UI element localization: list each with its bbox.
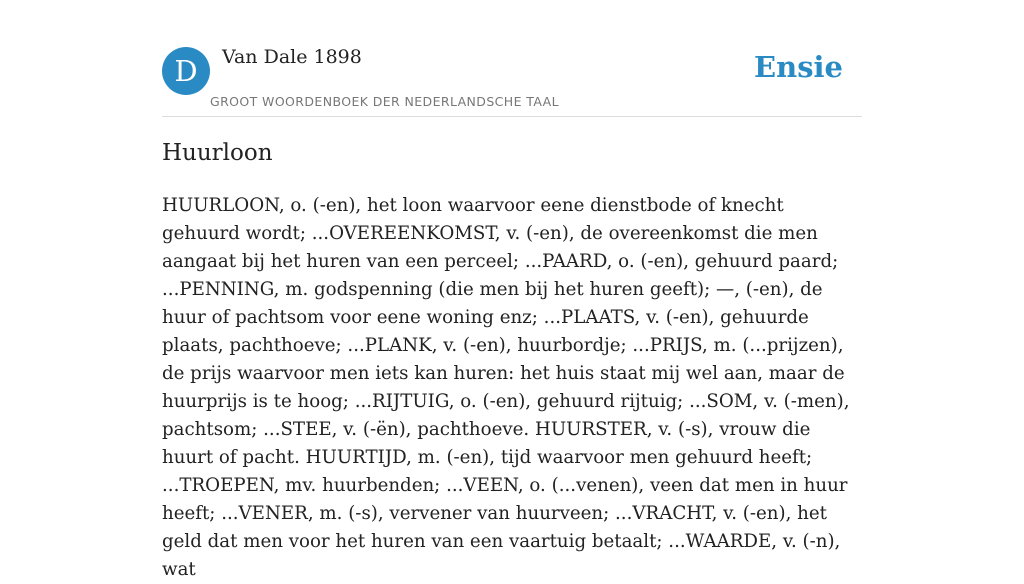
entry-definition: HUURLOON, o. (-en), het loon waarvoor eene dienstbode of knecht gehuurd wordt; ...OVEREENKOMST, v. (-en), de overeenkomst die men aangaat bij het huren van een perceel; ...PAARD, o. (-en), gehuurd paard; ...PENNING, m. godspenning (die men bij het huren geeft); —, (-en), de huur of pachtsom voor eene woning enz; ...PLAATS, v. (-en), gehuurde plaats, pachthoeve; ...PLANK, v. (-en), huurbordje; ...PRIJS, m. (...prijzen), de prijs waarvoor men iets kan huren: het huis staat mij wel aan, maar de huurprijs is te hoog; ...RIJTUIG, o. (-en), gehuurd rijtuig; ...SOM, v. (-men), pachtsom; ...STEE, v. (-ën), pachthoeve. HUURSTER, v. (-s), vrouw die huurt of pacht. HUURTIJD, m. (-en), tijd waarvoor men gehuurd heeft; ...TROEPEN, mv. huurbenden; ...VEEN, o. (...venen), veen dat men in huur heeft; ...VENER, m. (-s), vervener van huurveen; ...VRACHT, v. (-en), het geld dat men voor het huren van een vaartuig betaalt; ...WAARDE, v. (-n), wat bbox=[162, 195, 850, 580]
dictionary-logo[interactable]: D bbox=[162, 47, 210, 95]
source-title[interactable]: Van Dale 1898 bbox=[222, 46, 362, 68]
source-header bbox=[162, 0, 862, 117]
entry-title: Huurloon bbox=[162, 140, 273, 166]
ensie-brand-link[interactable]: Ensie bbox=[754, 50, 843, 84]
source-subtitle: GROOT WOORDENBOEK DER NEDERLANDSCHE TAAL bbox=[210, 94, 559, 109]
